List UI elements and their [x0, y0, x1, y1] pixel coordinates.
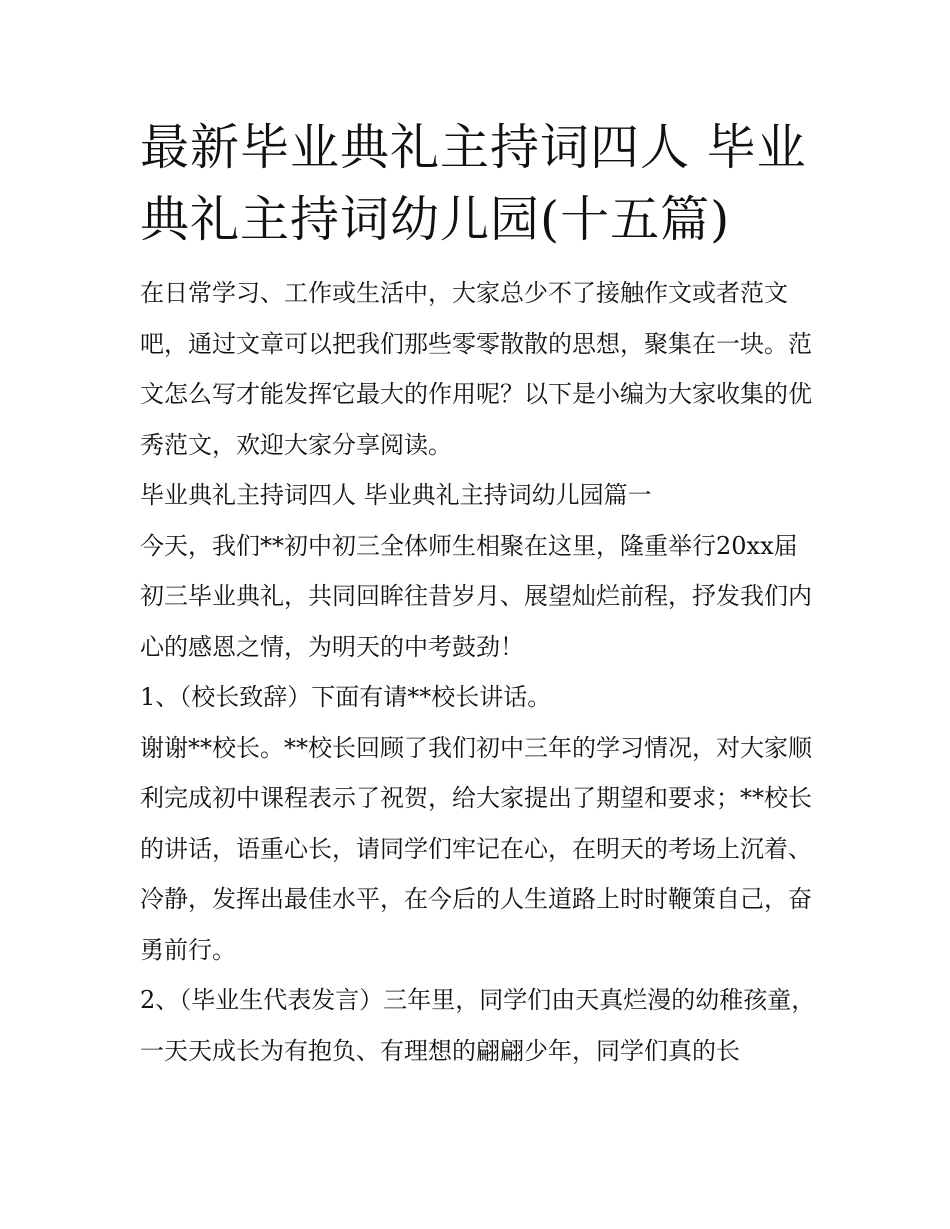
intro-paragraph: 在日常学习、工作或生活中，大家总少不了接触作文或者范文吧，通过文章可以把我们那些零零散散的思想，聚集在一块。范文怎么写才能发挥它最大的作用呢？以下是小编为大家收集的优秀范文，欢迎大家分享阅读。 [140, 279, 812, 459]
item-student-representative: 2、（毕业生代表发言）三年里，同学们由天真烂漫的幼稚孩童，一天天成长为有抱负、有理想的翩翩少年，同学们真的长 [140, 986, 816, 1065]
document-title: 最新毕业典礼主持词四人 毕业典礼主持词幼儿园(十五篇) [140, 119, 807, 248]
opening-paragraph: 今天，我们**初中初三全体师生相聚在这里，隆重举行20xx届初三毕业典礼，共同回眸往昔岁月、展望灿烂前程，抒发我们内心的感恩之情，为明天的中考鼓劲！ [140, 531, 812, 661]
item-principal-speech: 1、（校长致辞）下面有请**校长讲话。 [140, 683, 552, 711]
section-heading: 毕业典礼主持词四人 毕业典礼主持词幼儿园篇一 [140, 481, 652, 509]
document-page [140, 112, 820, 1076]
thanks-paragraph: 谢谢**校长。**校长回顾了我们初中三年的学习情况，对大家顺利完成初中课程表示了祝贺，给大家提出了期望和要求；**校长的讲话，语重心长，请同学们牢记在心，在明天的考场上沉着、冷静，发挥出最佳水平，在今后的人生道路上时时鞭策自己，奋勇前行。 [140, 733, 812, 964]
